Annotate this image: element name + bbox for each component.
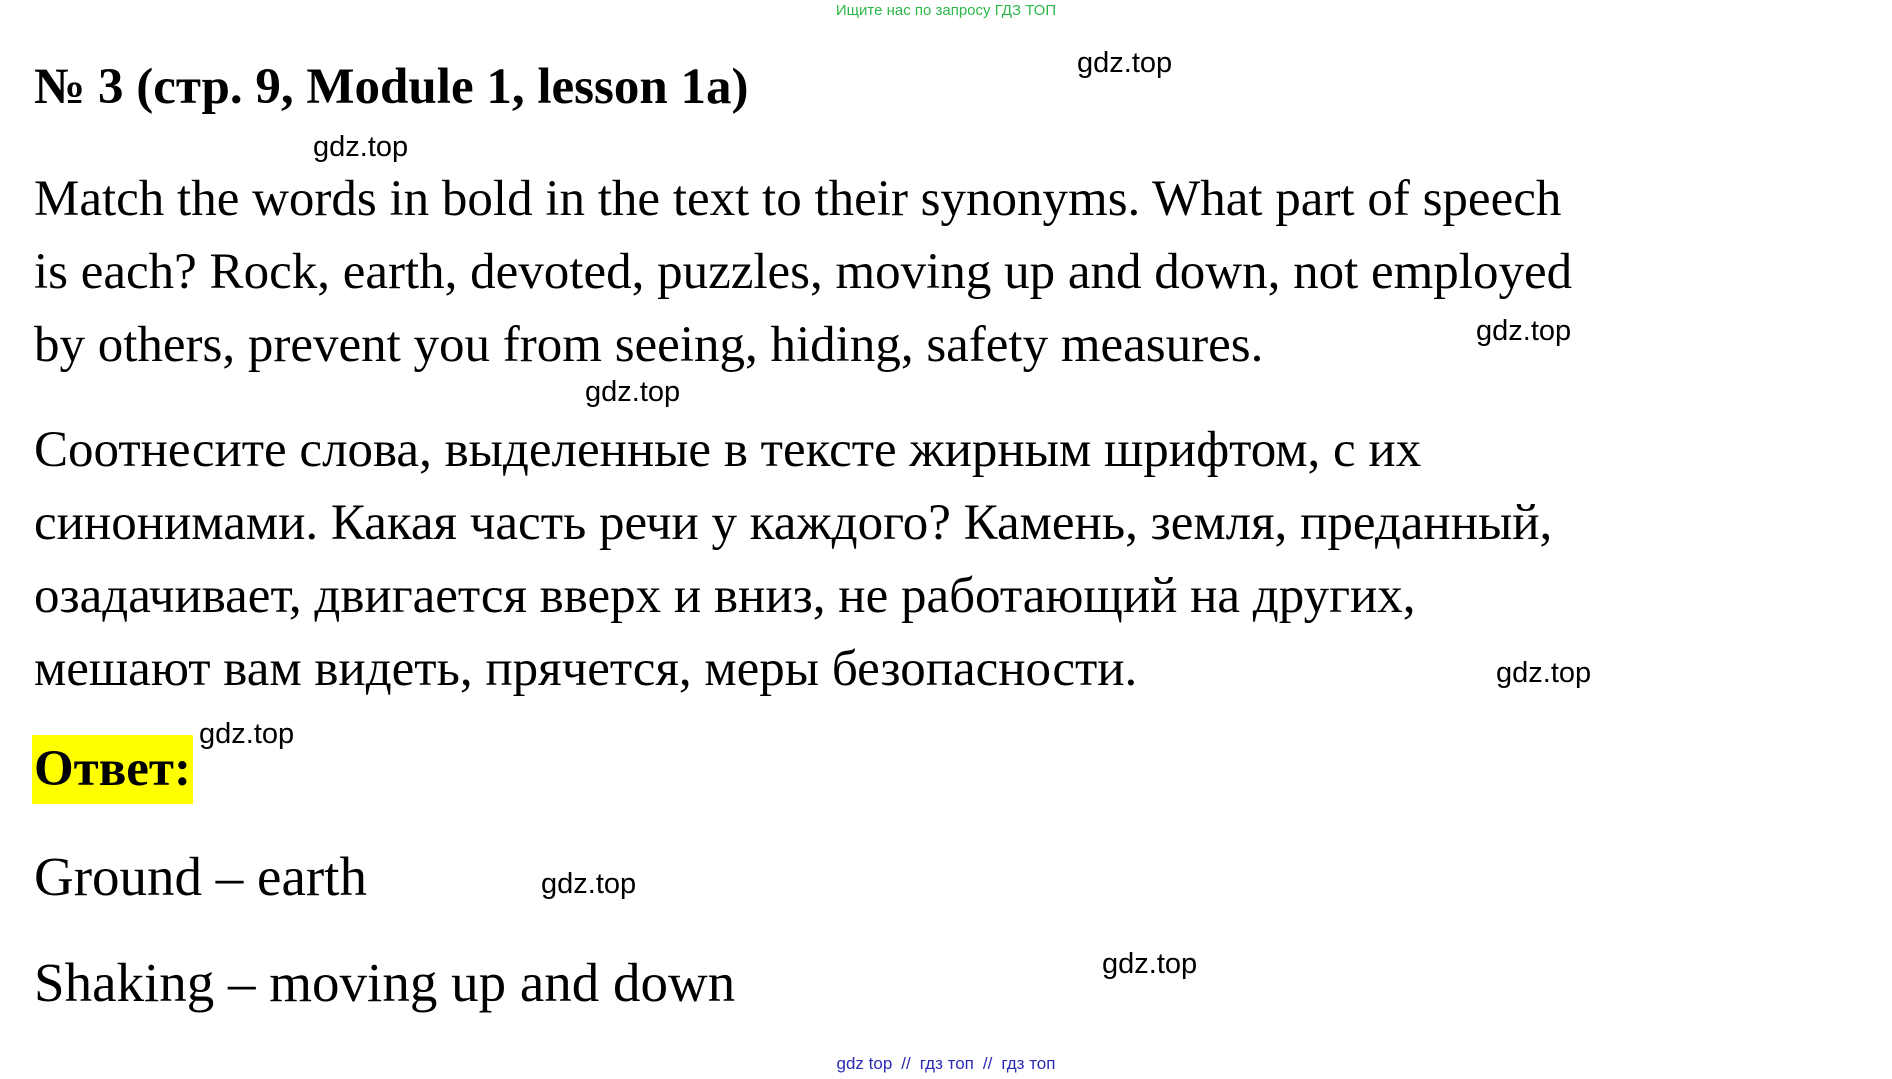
footer-separator: // [901, 1054, 911, 1073]
footer-link[interactable]: гдз топ [919, 1054, 974, 1073]
exercise-heading: № 3 (стр. 9, Module 1, lesson 1a) [34, 59, 749, 115]
task-english-line: is each? Rock, earth, devoted, puzzles, moving up and down, not employed [34, 244, 1573, 300]
answer-label: Ответ: [32, 735, 193, 804]
task-english-line: Match the words in bold in the text to their synonyms. What part of speech [34, 171, 1562, 227]
watermark: gdz.top [313, 131, 409, 163]
watermark: gdz.top [1496, 657, 1592, 689]
task-russian-line: Соотнесите слова, выделенные в тексте жирным шрифтом, с их [34, 422, 1422, 478]
task-english [34, 163, 1864, 382]
task-russian-line: мешают вам видеть, прячется, меры безопасности. [34, 641, 1138, 697]
footer-separator: // [982, 1054, 993, 1073]
footer-link[interactable]: гдз топ [1001, 1054, 1056, 1073]
watermark: gdz.top [1102, 948, 1198, 980]
watermark: gdz.top [199, 718, 295, 750]
footer-links [0, 1054, 1892, 1074]
task-english-line: by others, prevent you from seeing, hiding, safety measures. [34, 317, 1264, 373]
watermark: gdz.top [1476, 315, 1572, 347]
task-russian-line: озадачивает, двигается вверх и вниз, не работающий на других, [34, 568, 1416, 624]
footer-link[interactable]: gdz top [836, 1054, 893, 1073]
search-hint: Ищите нас по запросу ГДЗ ТОП [835, 2, 1057, 19]
watermark: gdz.top [1077, 47, 1173, 79]
task-russian-line: синонимами. Какая часть речи у каждого? Камень, земля, преданный, [34, 495, 1553, 551]
answer-item: Shaking – moving up and down [34, 952, 736, 1013]
answer-item: Ground – earth [34, 846, 367, 907]
watermark: gdz.top [585, 376, 681, 408]
watermark: gdz.top [541, 868, 637, 900]
